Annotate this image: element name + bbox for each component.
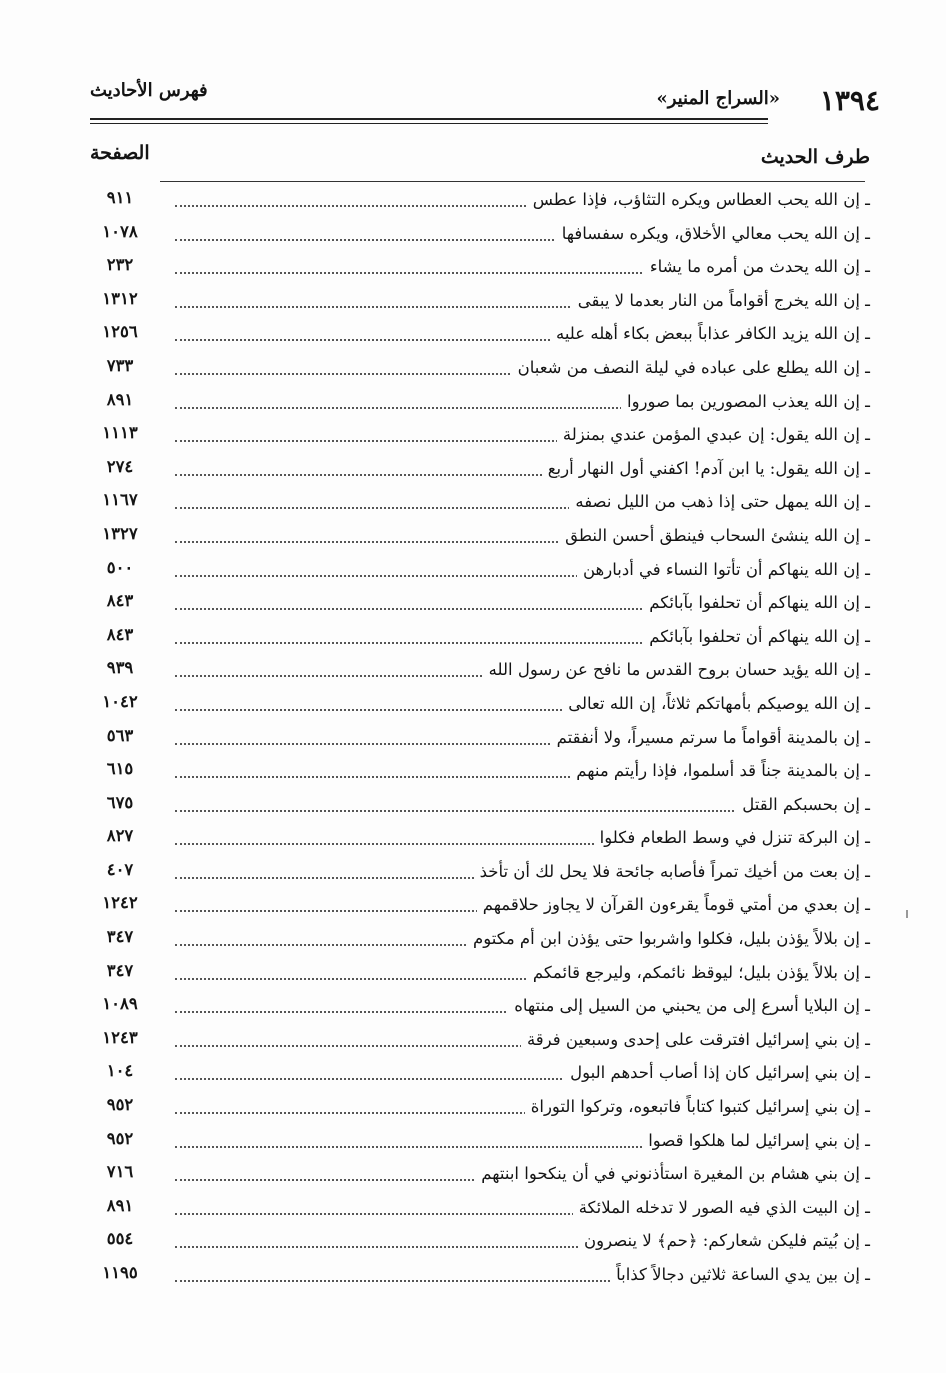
- list-item: [80, 320, 870, 354]
- hadith-text: ـ إن الله ينشئ السحاب فينطق أحسن النطق: [559, 526, 870, 545]
- page-ref: ١١٩٥: [102, 1263, 138, 1282]
- hadith-text: ـ إن الله يخرج أقواماً من النار بعدما لا يبقى: [572, 291, 870, 310]
- hadith-text: ـ إن الله ينهاكم أن تأتوا النساء في أدبارهن: [577, 560, 870, 579]
- list-item: [80, 421, 870, 455]
- hadith-text: ـ إن الله يمهل حتى إذا ذهب من الليل نصفه: [569, 492, 870, 511]
- list-item: [80, 1127, 870, 1161]
- hadith-text: ـ إن بين يدي الساعة ثلاثين دجالاً كذاباً: [610, 1265, 870, 1284]
- list-item: [80, 959, 870, 993]
- list-item: [80, 1059, 870, 1093]
- hadith-text: ـ إن الله ينهاكم أن تحلفوا بآبائكم: [643, 593, 870, 612]
- list-item: [80, 724, 870, 758]
- hadith-text: ـ إن بني إسرائيل كان إذا أصاب أحدهم البول: [564, 1063, 870, 1082]
- page-ref: ٣٤٧: [106, 927, 134, 947]
- list-item: [80, 891, 870, 925]
- hadith-text: ـ إن الله يوصيكم بأمهاتكم ثلاثاً، إن الله تعالى: [562, 694, 870, 713]
- list-item: [80, 186, 870, 220]
- hadith-text: ـ إن بُيتم فليكن شعاركم: ﴿حم﴾ لا ينصرون: [578, 1231, 870, 1250]
- list-item: [80, 1093, 870, 1127]
- hadith-text: ـ إن الله يقول: يا ابن آدم! اكفني أول النهار أربع: [542, 459, 870, 478]
- page-ref: ٥٦٣: [106, 725, 134, 745]
- page-ref: ٢٣٢: [106, 255, 134, 275]
- page-ref: ٨٤٣: [106, 591, 134, 611]
- list-item: [80, 253, 870, 287]
- hadith-text: ـ إن بعدي من أمتي قوماً يقرءون القرآن لا يجاوز حلاقمهم: [477, 895, 870, 914]
- page-ref: ٢٧٤: [106, 456, 134, 476]
- page-ref: ١٣٢٧: [102, 523, 138, 543]
- hadith-text: ـ إن الله يطلع على عباده في ليلة النصف من شعبان: [512, 358, 870, 377]
- page-ref: ٩٥٢: [106, 1095, 134, 1115]
- page-ref: ١٢٥٦: [102, 322, 138, 342]
- page-ref: ٧١٦: [106, 1162, 134, 1182]
- hadith-text: ـ إن بلالاً يؤذن بليل، فكلوا واشربوا حتى يؤذن ابن أم مكتوم: [467, 929, 870, 948]
- list-item: [80, 589, 870, 623]
- hadith-text: ـ إن بعت من أخيك تمراً فأصابه جائحة فلا يحل لك أن تأخذ: [474, 862, 870, 881]
- hadith-text: ـ إن البلايا أسرع إلى من يحبني من السيل إلى منتهاه: [508, 996, 870, 1015]
- page-ref: ٦٧٥: [106, 792, 134, 812]
- page-ref: ٣٤٧: [106, 960, 134, 980]
- hadith-text: ـ إن الله يحب العطاس ويكره التثاؤب، فإذا عطس: [527, 190, 870, 209]
- page-ref: ٩٥٢: [106, 1128, 134, 1148]
- page-ref: ٨٩١: [106, 389, 134, 409]
- page-ref: ٩١١: [106, 188, 134, 207]
- page-ref: ٥٠٠: [106, 557, 134, 577]
- list-item: [80, 354, 870, 388]
- hadith-text: ـ إن بني إسرائيل كتبوا كتاباً فاتبعوه، وتركوا التوراة: [525, 1097, 870, 1116]
- hadith-text: ـ إن بحسبكم القتل: [736, 795, 870, 814]
- page-ref: ٦١٥: [106, 759, 134, 779]
- list-item: [80, 1261, 870, 1295]
- hadith-text: ـ إن الله يحدث من أمره ما يشاء: [644, 257, 870, 276]
- hadith-text: ـ إن بالمدينة أقواماً ما سرتم مسيراً، ولا أنفقتم: [551, 728, 870, 747]
- page-ref: ١٠٨٩: [102, 994, 138, 1014]
- list-item: [80, 925, 870, 959]
- page-column-header: الصفحة: [90, 142, 150, 164]
- page-ref: ٩٣٩: [106, 658, 134, 678]
- page-ref: ٨٢٧: [106, 826, 134, 846]
- list-item: [80, 388, 870, 422]
- column-headers: [90, 142, 870, 176]
- page-ref: ١٢٤٢: [102, 893, 138, 913]
- list-item: [80, 522, 870, 556]
- index-title: فهرس الأحاديث: [90, 80, 208, 101]
- list-item: [80, 1026, 870, 1060]
- page-ref: ١٢٤٣: [102, 1027, 138, 1047]
- header-rule-thin: [90, 123, 768, 124]
- page-ref: ١٠٧٨: [102, 221, 138, 241]
- page-ref: ٨٩١: [106, 1195, 134, 1215]
- list-item: [80, 757, 870, 791]
- list-item: [80, 488, 870, 522]
- hadith-column-header: طرف الحديث: [760, 146, 870, 168]
- page-ref: ٤٠٧: [106, 859, 134, 879]
- list-item: [80, 220, 870, 254]
- hadith-text: ـ إن بالمدينة جناً قد أسلموا، فإذا رأيتم منهم: [570, 761, 870, 780]
- hadith-index-list: [80, 186, 870, 1295]
- page-ref: ٨٤٣: [106, 624, 134, 644]
- hadith-text: ـ إن الله يحب معالي الأخلاق، ويكره سفسافها: [556, 224, 870, 243]
- hadith-text: ـ إن الله يعذب المصورين بما صوروا: [621, 392, 870, 411]
- list-item: [80, 1160, 870, 1194]
- list-item: [80, 455, 870, 489]
- header-rule: [90, 118, 768, 120]
- list-item: [80, 824, 870, 858]
- scan-mark: [906, 910, 908, 918]
- list-item: [80, 656, 870, 690]
- page-ref: ١١٦٧: [102, 490, 138, 510]
- list-item: [80, 623, 870, 657]
- list-item: [80, 287, 870, 321]
- list-item: [80, 1227, 870, 1261]
- hadith-text: ـ إن بني إسرائيل افترقت على إحدى وسبعين فرقة: [521, 1030, 870, 1049]
- page-ref: ٧٣٣: [106, 355, 134, 375]
- page-ref: ١١١٣: [102, 423, 138, 443]
- page-number: ١٣٩٤: [819, 84, 880, 117]
- list-item: [80, 858, 870, 892]
- page-ref: ١٠٤٢: [102, 691, 138, 711]
- hadith-text: ـ إن الله يقول: إن عبدي المؤمن عندي بمنزلة: [557, 425, 870, 444]
- list-item: [80, 556, 870, 590]
- list-item: [80, 992, 870, 1026]
- hadith-text: ـ إن بلالاً يؤذن بليل؛ ليوقظ نائمكم، وليرجع قائمكم: [527, 963, 870, 982]
- page-ref: ٥٥٤: [106, 1229, 134, 1249]
- list-item: [80, 791, 870, 825]
- hadith-text: ـ إن الله يزيد الكافر عذاباً ببعض بكاء أهله عليه: [550, 324, 870, 343]
- list-item: [80, 690, 870, 724]
- page-header: [90, 78, 880, 122]
- hadith-text: ـ إن بني إسرائيل لما هلكوا قصوا: [642, 1131, 870, 1150]
- column-header-rule: [160, 181, 865, 182]
- hadith-text: ـ إن البيت الذي فيه الصور لا تدخله الملائكة: [573, 1198, 870, 1217]
- hadith-text: ـ إن بني هشام بن المغيرة استأذنوني في أن ينكحوا ابنتهم: [475, 1164, 870, 1183]
- page-ref: ١٣١٢: [102, 288, 138, 308]
- page-ref: ١٠٤: [106, 1061, 134, 1081]
- hadith-text: ـ إن الله ينهاكم أن تحلفوا بآبائكم: [643, 627, 870, 646]
- hadith-text: ـ إن البركة تنزل في وسط الطعام فكلوا: [594, 828, 870, 847]
- hadith-text: ـ إن الله يؤيد حسان بروح القدس ما نافح عن رسول الله: [483, 660, 870, 679]
- book-title: «السراج المنير»: [656, 88, 780, 109]
- list-item: [80, 1194, 870, 1228]
